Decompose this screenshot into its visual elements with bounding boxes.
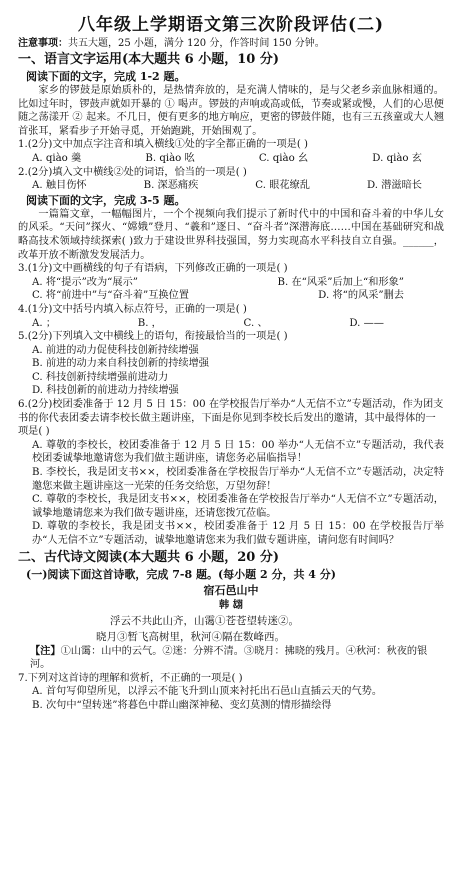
q2-option-c: C. 眼花缭乱	[255, 180, 310, 192]
read-instruction-1: 阅读下面的文字，完成 1-2 题。	[26, 70, 186, 83]
q2-option-b: B. 深恶痛疾	[143, 180, 199, 192]
q1-option-b: B. qiào 吆	[145, 152, 195, 164]
q3-option-c: C. 将“前进中”与“奋斗着”互换位置	[32, 290, 189, 302]
q4-option-b: B. ，	[137, 317, 162, 329]
q6-option-d: D. 尊敬的李校长，我是团支书××，校团委准备于 12 月 5 日 15：00 在学校报告厅举办“人无信不立”专题活动，诚挚地邀请您来为我们做专题讲座，请问您有时间吗？	[32, 521, 444, 546]
question-4: 4.(1分)文中括号内填入标点符号，正确的一项是( )	[18, 303, 247, 315]
q1-option-a: A. qiào 羹	[32, 152, 82, 164]
q1-option-c: C. qiào 幺	[258, 152, 309, 164]
question-3-options-row2	[18, 289, 444, 303]
section1-heading: 一、语言文字运用(本大题共 6 小题，10 分)	[18, 52, 280, 67]
q7-option-a: A. 首句写仰望所见，以浮云不能飞升到山顶来衬托出石邑山直插云天的气势。	[32, 686, 383, 698]
question-1-options	[18, 152, 444, 166]
section2-heading: 二、古代诗文阅读(本大题共 6 小题，20 分)	[18, 549, 280, 565]
q4-option-c: C. 、	[243, 317, 268, 329]
q5-option-d: D. 科技创新的前进动力持续增强	[32, 385, 179, 397]
notice-label: 注意事项：	[18, 38, 68, 49]
poem-line-2: 晓月③暂飞高树里，秋河④隔在数峰西。	[96, 630, 285, 643]
q3-option-a: A. 将“提示”改为“展示”	[32, 276, 138, 288]
q5-option-a: A. 前进的动力促使科技创新持续增强	[32, 344, 199, 356]
read-instruction-2: 阅读下面的文字，完成 3-5 题。	[26, 193, 186, 207]
poem-title: 宿石邑山中	[203, 583, 259, 597]
page-title: 八年级上学期语文第三次阶段评估(二)	[77, 15, 385, 35]
question-5: 5.(2分)下列填入文中横线上的语句，衔接最恰当的一项是( )	[18, 331, 288, 343]
poem-notes-label: 【注】	[30, 644, 61, 657]
q4-option-d: D. ——	[349, 317, 384, 329]
q5-option-b: B. 前进的动力来自科技创新的持续增强	[32, 358, 209, 370]
q5-option-c: C. 科技创新持续增强前进动力	[32, 371, 169, 383]
poem-notes-text: ①山霭：山中的云气。②迷：分辨不清。③晓月：拂晓的残月。④秋河：秋夜的银河。	[30, 645, 428, 671]
question-7: 7.下列对这首诗的理解和赏析，不正确的一项是( )	[18, 672, 243, 684]
question-3-options-row1	[18, 276, 444, 290]
q6-option-a: A. 尊敬的李校长，校团委准备于 12 月 5 日 15：00 举办“人无信不立”专题活动，我代表校团委诚挚地邀请您为我们做主题讲座，请您务必届临指导！	[32, 439, 444, 465]
poem-author: 韩 翃	[219, 598, 243, 611]
q3-option-d: D. 将“的风采”删去	[318, 290, 404, 302]
q2-option-d: D. 潜滋暗长	[366, 180, 422, 192]
q6-option-c: C. 尊敬的李校长，我是团支书××，校团委准备在学校报告厅举办“人无信不立”专题活动，诚挚地邀请您来为我们做专题讲座，还请您拨冗莅临。	[32, 494, 444, 519]
q7-option-b: B. 次句中“望转迷”将暮色中群山幽深神秘、变幻莫测的情形描绘得	[32, 699, 332, 711]
question-3: 3.(1分)文中画横线的句子有语病，下列修改正确的一项是( )	[18, 263, 288, 275]
poem-instruction: (一)阅读下面这首诗歌，完成 7-8 题。(每小题 2 分，共 4 分)	[26, 567, 336, 581]
passage-1: 家乡的锣鼓是原始质朴的，是热情奔放的，是充满人情味的，是与父老乡亲血脉相通的。比如过年时，锣鼓声就如开暴的 ① 喝声。锣鼓的声响或高或低，节奏或紧或慢，人们的心思便随之荡漾开 ② 起来。不几日，便有更多的地方响应，更密的锣鼓伴随，也有三五孩童或大人翘首张耳，紧看步子开始寻觅，开始跑跳，开始围观了。	[18, 85, 444, 137]
poem-line-1: 浮云不共此山齐，山霭①苍苍望转迷②。	[110, 614, 299, 627]
question-1: 1.(2分)文中加点字注音和填入横线①处的字全都正确的一项是( )	[18, 139, 309, 151]
notice-text: 共五大题，25 小题，满分 120 分，作答时间 150 分钟。	[68, 38, 325, 49]
q3-option-b: B. 在“风采”后加上“和形象”	[277, 276, 404, 288]
q6-option-b: B. 李校长，我是团支书××，校团委准备在学校报告厅举办“人无信不立”专题活动，决定特邀您来做主题讲座这一光荣的任务交给您，万望勿辞！	[32, 467, 444, 492]
passage-2: 一篇篇文章，一幅幅图片，一个个视频向我们提示了新时代中的中国和奋斗着的中华儿女的风采。“天问”探火、“嫦娥”登月、“羲和”逐日、“奋斗者”深潜海底……中国在基础研究和战略高技术领域持续探索( )致力于建设世界科技强国，努力实现高水平科技自立自强。______，改革开放不断激发发展活力。	[18, 208, 444, 261]
q4-option-a: A. ；	[32, 317, 57, 329]
q2-option-a: A. 触目伤怀	[32, 180, 87, 192]
question-2-options	[18, 179, 444, 193]
question-4-options	[18, 317, 444, 331]
poem-notes	[30, 645, 444, 672]
question-2: 2.(2分)填入文中横线②处的词语，恰当的一项是( )	[18, 166, 247, 178]
notice	[18, 37, 444, 50]
question-6: 6.(2分)校团委准备于 12 月 5 日 15：00 在学校报告厅举办“人无信不立”专题活动，作为团支书的你代表团委去请李校长做主题讲座，下面是你见到李校长后发出的邀请，其中最得体的一项是( )	[18, 399, 444, 438]
q1-option-d: D. qiào 玄	[372, 152, 422, 164]
